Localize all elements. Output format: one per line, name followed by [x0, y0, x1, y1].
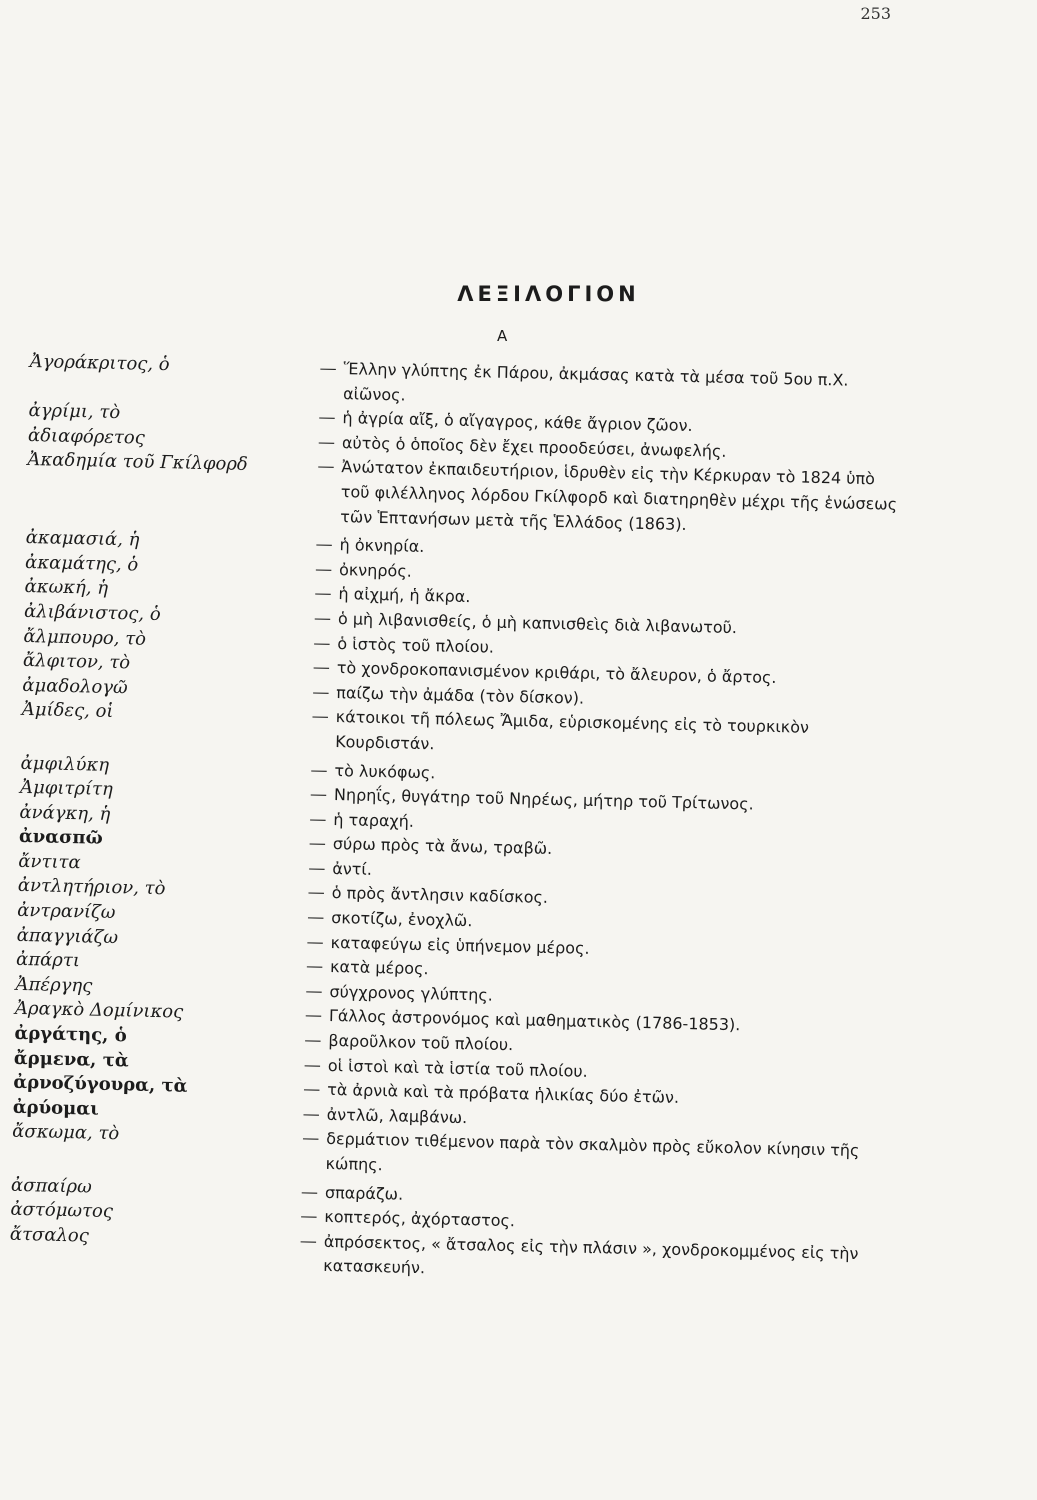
entry-term: Ἀραγκὸ Δομίνικος — [14, 998, 184, 1024]
entry-term: ἀρύομαι — [12, 1096, 100, 1120]
entry-definition: ἀντλῶ, λαμβάνω. — [326, 1104, 468, 1127]
entry-dash: — — [319, 358, 337, 379]
entry-definition: ἡ ὀκνηρία. — [339, 535, 425, 557]
entry-dash: — — [301, 1128, 320, 1150]
entry-term: Ἀκαδημία τοῦ Γκίλφορδ — [27, 449, 248, 476]
entry-term: ἀστόμωτος — [10, 1198, 114, 1223]
entry-term: ἀκαμασιά, ἡ — [25, 527, 140, 551]
entry-term: Ἀπέργης — [15, 973, 93, 997]
entry-term: ἀντρανίζω — [17, 899, 116, 924]
entry-term: ἀμφιλύκη — [20, 752, 110, 776]
entry-definition: δερμάτιον τιθέμενον παρὰ τὸν σκαλμὸν πρὸς εὔκολον κίνησιν τῆς κώπης. — [325, 1129, 860, 1175]
entry-term: ἄτσαλος — [9, 1223, 90, 1247]
entry-dash: — — [302, 1104, 320, 1125]
entry-term: ἀμαδολογῶ — [22, 674, 128, 699]
entry-definition: ὁ πρὸς ἄντλησιν καδίσκος. — [331, 883, 549, 908]
entry-term: ἀπαγγιάζω — [16, 924, 119, 948]
entry-definition: αὐτὸς ὁ ὁποῖος δὲν ἔχει προοδεύσει, ἀνωφελής. — [341, 432, 727, 461]
entry-dash: — — [317, 432, 336, 453]
entry-definition: ἀντί. — [332, 858, 373, 879]
entry-definition: τὰ ἀρνιὰ καὶ τὰ πρόβατα ἡλικίας δύο ἐτῶν. — [327, 1080, 680, 1108]
entry-dash: — — [304, 1030, 322, 1051]
entry-dash: — — [306, 907, 325, 928]
entry-definition: παίζω τὴν ἀμάδα (τὸν δίσκον). — [336, 682, 585, 708]
entry-definition: ἡ αἰχμή, ἡ ἄκρα. — [338, 584, 471, 607]
entry-dash: — — [304, 1005, 323, 1027]
entry-dash: — — [303, 1055, 322, 1076]
entry-definition: ὁ ἱστὸς τοῦ πλοίου. — [337, 633, 495, 657]
entry-definition: κοπτερός, ἀχόρταστος. — [324, 1207, 516, 1231]
entry-dash: — — [313, 608, 332, 629]
entry-definition: τὸ λυκόφως. — [334, 760, 436, 782]
entry-definition: Ἕλλην γλύπτης ἐκ Πάρου, ἀκμάσας κατὰ τὰ μέσα τοῦ 5ου π.Χ. αἰῶνος. — [342, 359, 849, 405]
entry-definition: Ἀνώτατον ἐκπαιδευτήριον, ἱδρυθὲν εἰς τὴν Κέρκυραν τὸ 1824 ὑπὸ τοῦ φιλέλληνος λόρδου Γκίλφορδ καὶ διατηρηθὲν μέχρι τῆς ἑνώσεως τῶν Ἑπτανήσων μετὰ τῆς Ἑλλάδος (1863). — [340, 457, 898, 534]
entry-dash: — — [300, 1206, 318, 1227]
entry-dash: — — [318, 407, 336, 429]
entry-dash: — — [306, 932, 324, 953]
entry-definition: κατὰ μέρος. — [329, 957, 429, 979]
entry-term: ἄντιτα — [18, 850, 81, 874]
entry-dash: — — [311, 706, 329, 728]
entry-definition: τὸ χονδροκοπανισμένον κριθάρι, τὸ ἄλευρον, ὁ ἄρτος. — [336, 658, 777, 688]
entry-term: ἀντλητήριον, τὸ — [17, 875, 166, 900]
page-number: 253 — [860, 4, 891, 23]
entry-dash: — — [314, 559, 333, 580]
entry-dash: — — [308, 833, 327, 855]
entry-term: ἀκαμάτης, ὁ — [24, 551, 139, 576]
entry-dash: — — [317, 456, 335, 478]
entry-term: ἀδιαφόρετος — [27, 424, 146, 449]
entry-definition: ἡ ἀγρία αἴξ, ὁ αἴγαγρος, κάθε ἄγριον ζῶον. — [342, 408, 693, 436]
entry-term: ἀγρίμι, τὸ — [28, 400, 121, 424]
entry-dash: — — [309, 809, 327, 830]
entry-dash: — — [312, 682, 330, 703]
entry-definition: ἀπρόσεκτος, « ἄτσαλος εἰς τὴν πλάσιν », χονδροκομμένος εἰς τὴν κατασκευήν. — [323, 1231, 859, 1278]
entry-definition: σύρω πρὸς τὰ ἄνω, τραβῶ. — [332, 834, 553, 859]
entry-definition: σύγχρονος γλύπτης. — [329, 981, 494, 1005]
entry-term: ἀσπαίρω — [10, 1174, 93, 1198]
entry-dash: — — [300, 1181, 319, 1203]
entry-definition: καταφεύγω εἰς ὑπήνεμον μέρος. — [330, 932, 590, 958]
entry-term: ἄρμενα, τὰ — [13, 1047, 129, 1072]
glossary-list — [9, 350, 910, 1292]
entry-dash: — — [303, 1079, 321, 1100]
entry-dash: — — [315, 534, 333, 556]
entry-dash: — — [305, 956, 324, 978]
entry-term: ἀλιβάνιστος, ὁ — [23, 600, 161, 625]
entry-definition: Γάλλος ἀστρονόμος καὶ μαθηματικὸς (1786-1853). — [328, 1006, 741, 1035]
entry-dash: — — [313, 633, 331, 654]
entry-definition: ὁ μὴ λιβανισθείς, ὁ μὴ καπνισθεὶς διὰ λιβανωτοῦ. — [337, 608, 738, 638]
entry-definition: σπαράζω. — [324, 1182, 404, 1204]
entry-term: Ἀμίδες, οἱ — [21, 699, 114, 723]
entry-definition: ὀκνηρός. — [338, 559, 413, 581]
entry-dash: — — [310, 759, 328, 781]
section-letter: Α — [497, 327, 508, 345]
entry-term: ἄσκωμα, τὸ — [12, 1121, 120, 1145]
entry-term: ἀρνοζύγουρα, τὰ — [13, 1072, 188, 1097]
entry-definition: βαροῦλκον τοῦ πλοίου. — [328, 1030, 514, 1055]
entry-term: ἀνάγκη, ἡ — [19, 801, 111, 825]
entry-dash: — — [312, 657, 331, 679]
entry-term: ἀκωκή, ἡ — [24, 576, 109, 600]
entry-term: Ἀγοράκριτος, ὁ — [29, 350, 170, 376]
entry-dash: — — [314, 583, 332, 605]
entry-term: ἀπάρτι — [15, 949, 81, 972]
entry-dash: — — [309, 784, 328, 805]
entry-dash: — — [305, 981, 323, 1002]
entry-term: Ἀμφιτρίτη — [19, 776, 113, 801]
page-title: ΛΕΞΙΛΟΓΙΟΝ — [457, 282, 640, 306]
entry-definition: σκοτίζω, ἐνοχλῶ. — [330, 908, 473, 931]
entry-dash: — — [307, 882, 325, 904]
entry-term: ἀνασπῶ — [18, 826, 103, 850]
entry-term: ἄλφιτον, τὸ — [22, 650, 131, 674]
entry-dash: — — [299, 1231, 318, 1252]
entry-definition: ἡ ταραχή. — [333, 809, 415, 831]
entry-dash: — — [308, 858, 326, 879]
entry-term: ἀργάτης, ὁ — [14, 1022, 127, 1047]
entry-definition: Νηρηΐς, θυγάτηρ τοῦ Νηρέως, μήτηρ τοῦ Τρίτωνος. — [333, 785, 754, 814]
entry-definition: κάτοικοι τῆ πόλεως Ἄμιδα, εὑρισκομένης εἰς τὸ τουρκικὸν Κουρδιστάν. — [334, 707, 810, 754]
entry-term: ἄλμπουρο, τὸ — [23, 625, 147, 650]
entry-definition: οἱ ἱστοὶ καὶ τὰ ἱστία τοῦ πλοίου. — [327, 1055, 588, 1081]
